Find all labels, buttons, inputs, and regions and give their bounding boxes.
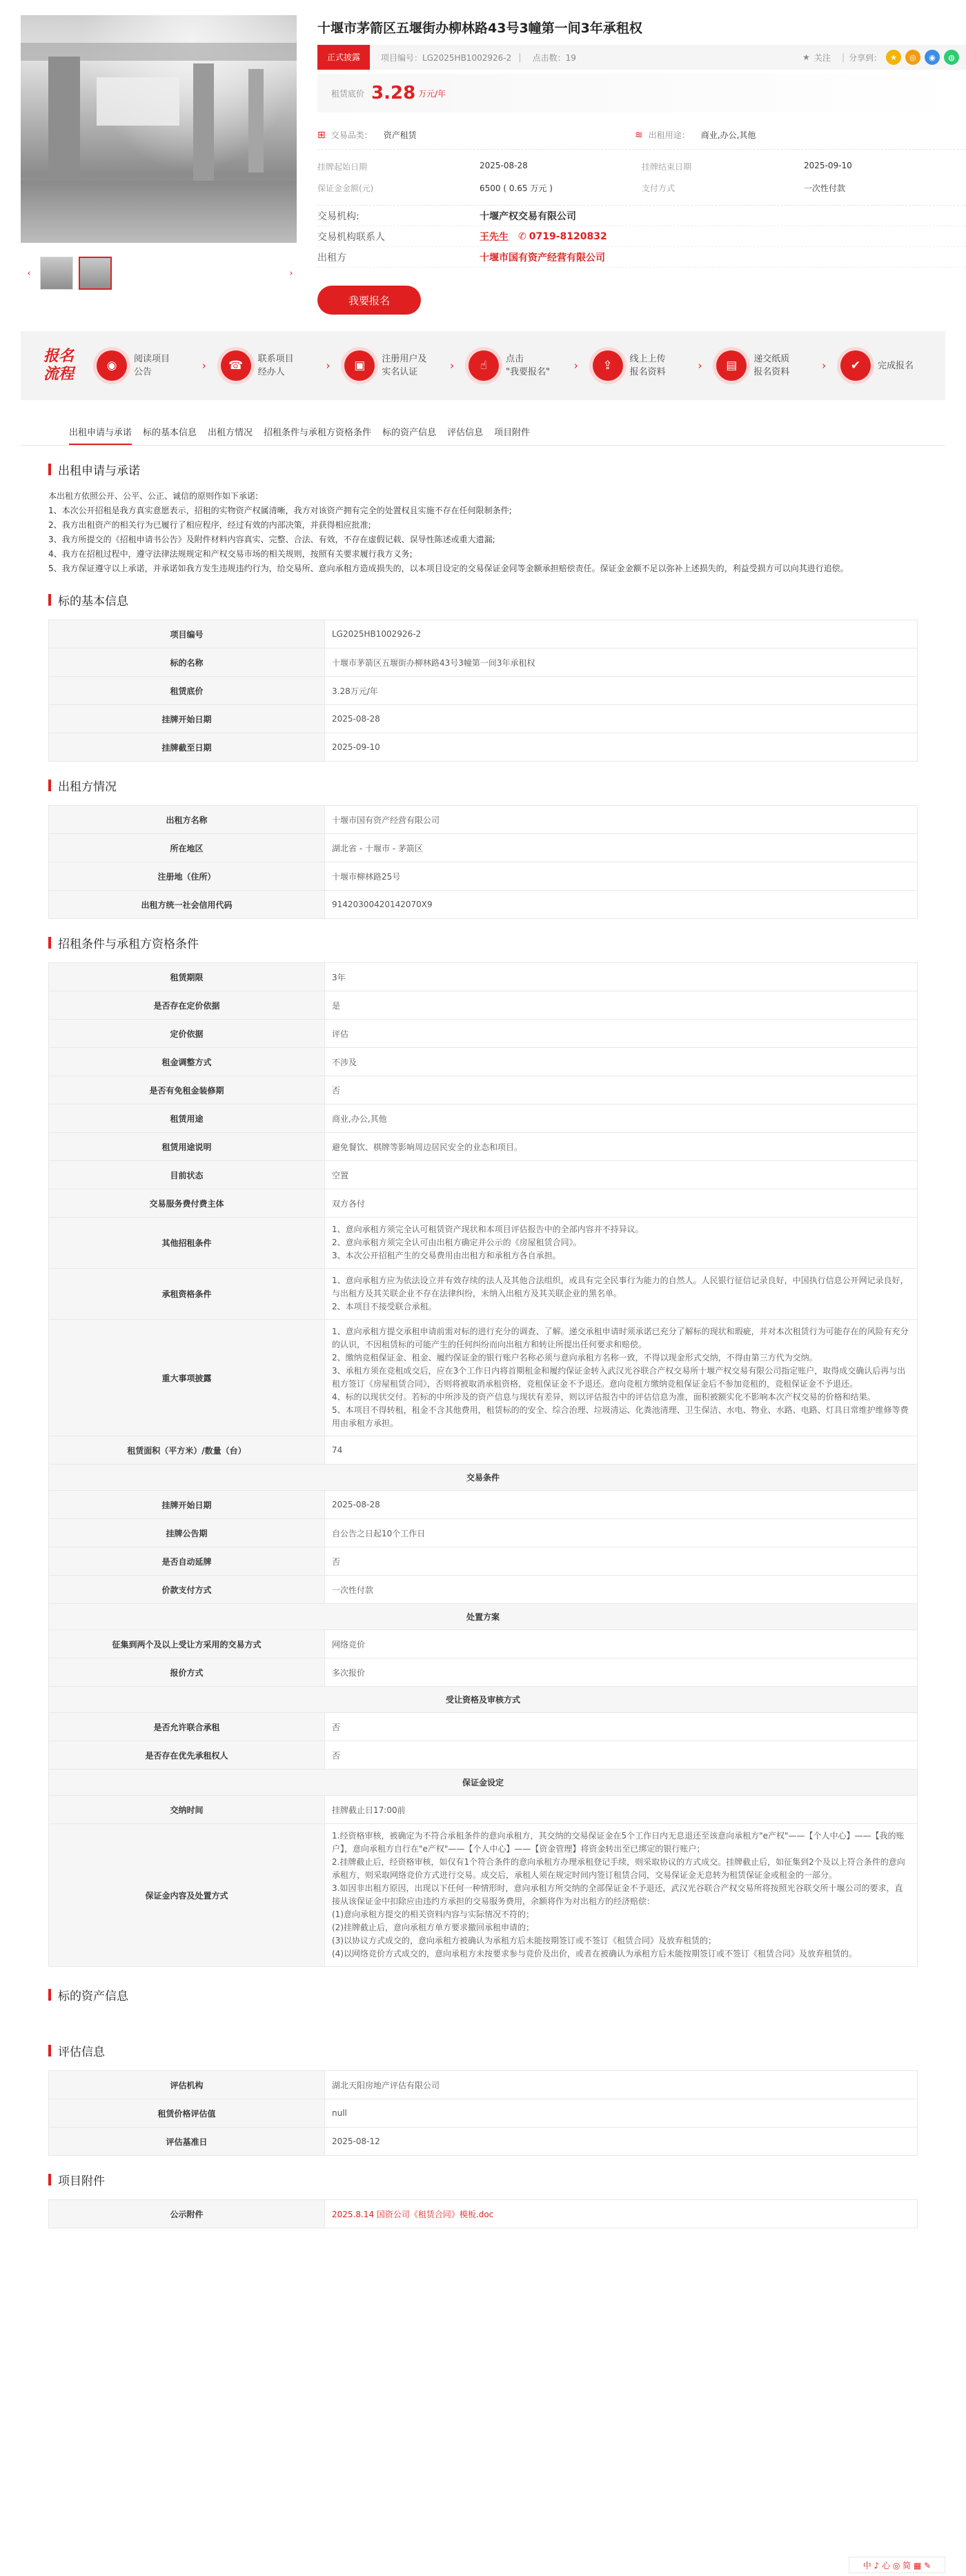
category-icon: ⊞ xyxy=(317,129,326,141)
promise-line: 1、本次公开招租是我方真实意愿表示，招租的实物资产权属清晰，我方对该资产拥有完全的处置权且实施不存在任何限制条件; xyxy=(48,506,512,515)
listing-detail xyxy=(297,15,966,315)
table-row xyxy=(49,963,918,991)
table-row xyxy=(49,891,918,919)
row-value: 否 xyxy=(325,1741,918,1770)
floating-toolbar[interactable]: 中 ♪ 心 ◎ 简 ▦ ✎ xyxy=(849,2557,945,2573)
contact-key: 交易机构联系人 xyxy=(317,231,385,243)
row-value: 否 xyxy=(325,1076,918,1104)
project-no xyxy=(381,52,511,63)
share-qq-icon[interactable]: ◉ xyxy=(925,50,940,65)
section-title xyxy=(48,461,918,478)
conditions-table xyxy=(48,962,918,1967)
process-step-line1: 联系项目 xyxy=(257,354,294,364)
row-value: 2025-08-28 xyxy=(325,1491,918,1519)
table-row xyxy=(49,733,918,762)
signup-button[interactable]: 我要报名 xyxy=(317,286,421,315)
row-value: 网络竞价 xyxy=(325,1630,918,1658)
price-row xyxy=(317,74,966,112)
process-step-line1: 阅读项目 xyxy=(134,354,170,364)
info-key: 保证金金额(元) xyxy=(317,184,374,193)
process-step-line2: 报名资料 xyxy=(753,367,790,377)
promise-text xyxy=(48,489,918,576)
row-value-line: 2.挂牌截止后，经资格审核，如仅有1个符合条件的意向承租方办理承租登记手续，则采取协议的方式成交。挂牌截止后，如征集到2个及以上符合条件的意向承租方，则采取网络竞价方式进行交易。成交后，承租人须在规定时间内签订租赁合同，交易保证金无息转为租赁保证金或租金的一部分。 xyxy=(332,1857,905,1880)
table-row xyxy=(49,1189,918,1218)
table-subheader-row xyxy=(49,1604,918,1630)
signup-process xyxy=(21,331,945,400)
row-value: 十堰市茅箭区五堰街办柳林路43号3幢第一间3年承租权 xyxy=(325,648,918,677)
process-step-line1: 递交纸质 xyxy=(753,354,790,364)
row-value xyxy=(325,1269,918,1320)
process-step-line1: 点击 xyxy=(505,354,524,364)
share-wechat-icon[interactable]: ◍ xyxy=(944,50,959,65)
row-value: 3.28万元/年 xyxy=(325,677,918,705)
project-no-label: 项目编号： xyxy=(381,52,423,63)
section-title xyxy=(48,777,918,794)
table-subheader: 保证金设定 xyxy=(49,1770,918,1796)
row-key: 挂牌截至日期 xyxy=(49,733,325,762)
section-title-text: 出租申请与承诺 xyxy=(58,464,140,478)
contact-phone[interactable] xyxy=(518,231,607,242)
chevron-right-icon: › xyxy=(201,359,206,372)
table-row xyxy=(49,1076,918,1104)
row-value: 多次报价 xyxy=(325,1658,918,1687)
tab-4[interactable]: 招租条件与承租方资格条件 xyxy=(264,428,372,438)
title-bar xyxy=(48,780,51,791)
row-value-line: (4)以网络竞价方式成交的，意向承租方未按要求参与竞价及出价，或者在被确认为承租方后未能按期签订或不签订《租赁合同》及放弃租赁的。 xyxy=(332,1949,858,1959)
row-value-line: 1.经资格审核，被确定为不符合承租条件的意向承租方，其交纳的交易保证金在5个工作日内无息退还至该意向承租方"e产权"——【个人中心】——【我的账户】，意向承租方自行在"e产权"——【个人中心】——【资金管理】将资金转出至已绑定的银行账户； xyxy=(332,1831,905,1854)
trade-type-value: 资产租赁 xyxy=(383,130,417,140)
row-value-line: (2)挂牌截止后，意向承租方单方要求撤回承租申请的； xyxy=(332,1923,535,1932)
process-step-label xyxy=(134,353,188,379)
table-row xyxy=(49,1133,918,1161)
section-basic xyxy=(21,591,945,762)
row-value-line: 3.如因非出租方原因，出现以下任何一种情形时，意向承租方所交纳的全部保证金不予退还，武汉光谷联合产权交易所将按照光谷联交所十堰公司的要求，直接从该保证金中扣除应由违约方承担的交易服务费用，余额将作为对出租方的经济赔偿： xyxy=(332,1883,903,1906)
table-row xyxy=(49,1658,918,1687)
process-step xyxy=(221,350,312,381)
row-key: 目前状态 xyxy=(49,1161,325,1189)
row-key: 出租方名称 xyxy=(49,806,325,834)
row-key: 交纳时间 xyxy=(49,1796,325,1824)
table-row xyxy=(49,1104,918,1133)
process-step xyxy=(344,350,435,381)
contact-row xyxy=(317,226,966,247)
phone-icon: ✆ xyxy=(518,230,526,242)
row-value: 2025-09-10 xyxy=(325,733,918,762)
table-row xyxy=(49,834,918,862)
table-subheader: 交易条件 xyxy=(49,1465,918,1491)
row-value-line: 1、意向承租方提交承租申请前需对标的进行充分的调查、了解。递交承租申请时须承诺已充分了解标的现状和瑕疵，并对本次租赁行为可能存在的风险有充分的认识，不因租赁标的可能产生的任何纠纷而向出租方和转让所提出任何要求和赔偿。 xyxy=(332,1327,909,1349)
row-value: 评估 xyxy=(325,1020,918,1048)
section-title-text: 评估信息 xyxy=(58,2045,105,2059)
table-row xyxy=(49,862,918,891)
table-row xyxy=(49,991,918,1020)
row-key: 注册地（住所） xyxy=(49,862,325,891)
actions-divider: | xyxy=(841,52,845,62)
contact-value: 十堰市国有资产经营有限公司 xyxy=(480,252,605,264)
row-key: 保证金内容及处置方式 xyxy=(49,1824,325,1967)
row-key: 交易服务费付费主体 xyxy=(49,1189,325,1218)
row-value: 否 xyxy=(325,1547,918,1576)
table-subheader-row xyxy=(49,1465,918,1491)
process-step-line2: 实名认证 xyxy=(382,367,418,377)
meta-actions xyxy=(802,50,959,65)
thumbnail-strip xyxy=(21,257,297,290)
chevron-right-icon: › xyxy=(698,359,702,372)
table-row xyxy=(49,2200,918,2228)
views-label: 点击数： xyxy=(532,52,566,63)
section-title xyxy=(48,2171,918,2188)
thumbnail-2[interactable] xyxy=(79,257,112,290)
photo-gallery xyxy=(21,15,297,315)
attachment-label: 公示附件 xyxy=(49,2200,325,2228)
row-value xyxy=(325,1320,918,1436)
main-photo[interactable] xyxy=(21,15,297,243)
eye-icon: ◉ xyxy=(97,350,127,381)
table-row xyxy=(49,2128,918,2156)
tags-row xyxy=(317,121,966,150)
attachments-table xyxy=(48,2199,918,2228)
row-key: 标的名称 xyxy=(49,648,325,677)
basic-info-table xyxy=(48,620,918,762)
tab-5[interactable]: 标的资产信息 xyxy=(382,428,437,438)
price-value: 3.28 xyxy=(371,83,416,103)
register-icon: ▣ xyxy=(344,350,375,381)
row-value-line: 2、本项目不接受联合承租。 xyxy=(332,1302,437,1311)
process-step xyxy=(469,350,560,381)
process-step-label xyxy=(506,353,560,379)
contact-block xyxy=(317,205,966,268)
row-key: 挂牌开始日期 xyxy=(49,705,325,733)
table-row xyxy=(49,1161,918,1189)
tab-3[interactable]: 出租方情况 xyxy=(208,428,253,438)
table-row xyxy=(49,2071,918,2099)
views xyxy=(533,52,576,63)
chevron-right-icon: › xyxy=(573,359,578,372)
row-value: 空置 xyxy=(325,1161,918,1189)
price-label: 租赁底价 xyxy=(331,88,365,99)
process-step xyxy=(593,350,684,381)
process-step xyxy=(840,350,931,381)
row-value: 否 xyxy=(325,1713,918,1741)
process-step-line1: 完成报名 xyxy=(877,360,914,371)
process-step-label xyxy=(878,359,931,373)
row-key: 租赁用途说明 xyxy=(49,1133,325,1161)
process-title-line1: 报名 xyxy=(43,348,74,365)
usage xyxy=(635,129,952,141)
row-key: 是否允许联合承租 xyxy=(49,1713,325,1741)
row-value: 2025-08-12 xyxy=(325,2128,918,2156)
table-row xyxy=(49,1320,918,1436)
section-tabs xyxy=(21,425,945,446)
title-bar xyxy=(48,937,51,949)
row-key: 租赁用途 xyxy=(49,1104,325,1133)
process-step-line2: 公告 xyxy=(134,367,152,377)
title-bar xyxy=(48,464,51,475)
usage-label: 出租用途： xyxy=(648,130,690,140)
row-value: 自公告之日起10个工作日 xyxy=(325,1519,918,1547)
click-icon: ☝ xyxy=(469,350,499,381)
row-value: 挂牌截止日17:00前 xyxy=(325,1796,918,1824)
row-key: 报价方式 xyxy=(49,1658,325,1687)
table-row xyxy=(49,1218,918,1269)
info-value: 6500 ( 0.65 万元 ) xyxy=(480,184,553,193)
row-key: 是否存在优先承租权人 xyxy=(49,1741,325,1770)
row-value: 十堰市国有资产经营有限公司 xyxy=(325,806,918,834)
table-subheader: 处置方案 xyxy=(49,1604,918,1630)
process-step-line2: "我要报名" xyxy=(505,367,550,377)
row-key: 重大事项披露 xyxy=(49,1320,325,1436)
attachment-cell xyxy=(325,2200,918,2228)
row-key: 评估机构 xyxy=(49,2071,325,2099)
table-row xyxy=(49,1547,918,1576)
meta-divider: | xyxy=(518,52,522,63)
row-value-line: 2、意向承租方须完全认可由出租方确定并公示的《房屋租赁合同》。 xyxy=(332,1238,582,1247)
row-key: 是否自动延牌 xyxy=(49,1547,325,1576)
row-value-line: 5、本项目不得转租，租金不含其他费用，租赁标的的安全、综合治理、垃圾清运、化粪池清理、卫生保洁、水电、物业、水路、电路、灯具日常维护维修等费用由承租方承担。 xyxy=(332,1405,909,1428)
section-title xyxy=(48,934,918,951)
section-title-text: 标的资产信息 xyxy=(58,1990,128,2003)
contact-value: 十堰产权交易有限公司 xyxy=(480,210,576,222)
row-value: 一次性付款 xyxy=(325,1576,918,1604)
row-value: 是 xyxy=(325,991,918,1020)
status-badge: 正式披露 xyxy=(317,45,370,70)
row-key: 征集到两个及以上受让方采用的交易方式 xyxy=(49,1630,325,1658)
done-icon: ✔ xyxy=(840,350,871,381)
table-row xyxy=(49,1048,918,1076)
process-step-line1: 注册用户及 xyxy=(382,354,427,364)
tab-1[interactable]: 出租申请与承诺 xyxy=(69,425,132,445)
prev-arrow-icon[interactable]: ‹ xyxy=(27,268,31,279)
row-value: LG2025HB1002926-2 xyxy=(325,620,918,648)
row-value: 91420300420142070X9 xyxy=(325,891,918,919)
row-key: 承租资格条件 xyxy=(49,1269,325,1320)
row-key: 项目编号 xyxy=(49,620,325,648)
process-steps xyxy=(97,350,945,381)
share-label: 分享到： xyxy=(848,52,882,63)
info-value: 2025-08-28 xyxy=(480,161,528,170)
row-key: 租赁期限 xyxy=(49,963,325,991)
section-title-text: 标的基本信息 xyxy=(58,595,128,608)
row-key: 其他招租条件 xyxy=(49,1218,325,1269)
chevron-right-icon: › xyxy=(822,359,827,372)
evaluation-table xyxy=(48,2070,918,2156)
row-value: 湖北天阳房地产评估有限公司 xyxy=(325,2071,918,2099)
table-row xyxy=(49,1576,918,1604)
row-key: 评估基准日 xyxy=(49,2128,325,2156)
table-row xyxy=(49,806,918,834)
table-row xyxy=(49,677,918,705)
row-value: 2025-08-28 xyxy=(325,705,918,733)
contact-row xyxy=(317,206,966,226)
row-value: 3年 xyxy=(325,963,918,991)
paper-icon: ▤ xyxy=(716,350,747,381)
title-bar xyxy=(48,594,51,606)
chevron-right-icon: › xyxy=(450,359,455,372)
next-arrow-icon[interactable]: › xyxy=(289,268,293,279)
row-value: 避免餐饮、棋牌等影响周边居民安全的业态和项目。 xyxy=(325,1133,918,1161)
section-promise xyxy=(21,461,945,576)
row-value xyxy=(325,1824,918,1967)
contact-row xyxy=(317,247,966,268)
table-row xyxy=(49,1269,918,1320)
layers-icon: ≋ xyxy=(635,129,643,141)
row-key: 租赁价格评估值 xyxy=(49,2099,325,2128)
row-value-line: 2、缴纳竞租保证金、租金、履约保证金的银行账户名称必须与意向承租方名称一致，不得以现金形式交纳，不得由第三方代为交纳。 xyxy=(332,1353,818,1363)
promise-line: 5、我方保证遵守以上承诺，并承诺如我方发生违规违约行为，给交易所、意向承租方造成损失的，以本项目设定的交易保证金同等金额承担赔偿责任。保证金金额不足以弥补上述损失的，利益受损方可以向其进行追偿。 xyxy=(48,564,849,573)
row-value xyxy=(325,1218,918,1269)
row-key: 租金调整方式 xyxy=(49,1048,325,1076)
row-key: 是否有免租金装修期 xyxy=(49,1076,325,1104)
process-step xyxy=(716,350,807,381)
table-row xyxy=(49,1741,918,1770)
promise-line: 4、我方在招租过程中，遵守法律法规规定和产权交易市场的相关规则，按照有关要求履行我方义务; xyxy=(48,549,413,559)
process-step-label xyxy=(382,353,435,379)
section-title-text: 招租条件与承租方资格条件 xyxy=(58,938,199,951)
table-row xyxy=(49,648,918,677)
project-no-value: LG2025HB1002926-2 xyxy=(422,52,512,63)
contact-phone-number: 0719-8120832 xyxy=(529,230,607,242)
price-unit: 万元/年 xyxy=(418,88,446,99)
table-row xyxy=(49,1796,918,1824)
tab-6[interactable]: 评估信息 xyxy=(447,428,484,438)
row-key: 租赁面积（平方米）/数量（台） xyxy=(49,1436,325,1465)
section-lessor xyxy=(21,777,945,919)
section-asset xyxy=(21,1986,945,2003)
thumbnail-1[interactable] xyxy=(40,257,73,290)
process-step xyxy=(97,350,188,381)
row-value: null xyxy=(325,2099,918,2128)
table-row xyxy=(49,2099,918,2128)
row-value-line: 3、承租方须在竞租成交后，应在3个工作日内将首期租金和履约保证金转入武汉光谷联合产权交易所十堰产权交易有限公司指定账户，取得成交确认后再与出租方签订《房屋租赁合同》，否则将被取消承租资格，竞租保证金不予退还。意向竞租方缴纳竞租保证金后不参加竞租的，竞租保证金不予退还。 xyxy=(332,1366,906,1389)
info-grid xyxy=(317,161,966,194)
table-row xyxy=(49,1630,918,1658)
table-row xyxy=(49,620,918,648)
chevron-right-icon: › xyxy=(326,359,331,372)
share-weibo-icon[interactable]: ◎ xyxy=(905,50,920,65)
table-row xyxy=(49,1436,918,1465)
process-step-label xyxy=(630,353,684,379)
table-row xyxy=(49,1713,918,1741)
table-subheader: 受让资格及审核方式 xyxy=(49,1687,918,1713)
promise-line: 2、我方出租资产的相关行为已履行了相应程序，经过有效的内部决策，并获得相应批准; xyxy=(48,520,371,530)
promise-line: 本出租方依照公开、公平、公正、诚信的原则作如下承诺: xyxy=(48,491,259,501)
contact-person: 王先生 xyxy=(480,231,509,243)
share-qzone-icon[interactable]: ★ xyxy=(886,50,901,65)
table-row xyxy=(49,1824,918,1967)
row-value: 商业,办公,其他 xyxy=(325,1104,918,1133)
row-value-line: (3)以协议方式成交的，意向承租方被确认为承租方后未能按期签订或不签订《租赁合同》及放弃租赁的； xyxy=(332,1936,717,1945)
row-key: 价款支付方式 xyxy=(49,1576,325,1604)
row-value: 74 xyxy=(325,1436,918,1465)
section-title xyxy=(48,2042,918,2059)
info-value: 一次性付款 xyxy=(804,184,846,193)
contact-key: 交易机构: xyxy=(317,210,359,222)
lessor-table xyxy=(48,805,918,919)
process-step-line1: 线上上传 xyxy=(629,354,666,364)
row-value-line: 1、意向承租方须完全认可租赁资产现状和本项目评估报告中的全部内容并不持异议。 xyxy=(332,1225,644,1234)
table-row xyxy=(49,1020,918,1048)
row-value: 湖北省 - 十堰市 - 茅箭区 xyxy=(325,834,918,862)
tab-2[interactable]: 标的基本信息 xyxy=(143,428,197,438)
attachment-link[interactable]: 2025.8.14 国资公司《租赁合同》模板.doc xyxy=(332,2209,494,2219)
row-key: 所在地区 xyxy=(49,834,325,862)
row-key: 挂牌开始日期 xyxy=(49,1491,325,1519)
table-subheader-row xyxy=(49,1687,918,1713)
row-value-line: 1、意向承租方应为依法设立并有效存续的法人及其他合法组织，或具有完全民事行为能力的自然人。人民银行征信记录良好，中国执行信息公开网记录良好，与出租方及其关联企业不存在法律纠纷，未纳入出租方及其关联企业的黑名单。 xyxy=(332,1276,909,1298)
process-step-line2: 报名资料 xyxy=(629,367,666,377)
star-icon[interactable]: ★ xyxy=(802,52,810,62)
content-wrap xyxy=(21,0,955,2228)
row-key: 定价依据 xyxy=(49,1020,325,1048)
trade-type-label: 交易品类： xyxy=(331,130,373,140)
title-bar xyxy=(48,2174,51,2186)
section-title-text: 项目附件 xyxy=(58,2174,105,2188)
info-key: 支付方式 xyxy=(642,184,676,193)
table-row xyxy=(49,1519,918,1547)
table-row xyxy=(49,1491,918,1519)
trade-type xyxy=(317,129,635,141)
row-value: 十堰市柳林路25号 xyxy=(325,862,918,891)
section-title xyxy=(48,591,918,608)
listing-title: 十堰市茅箭区五堰街办柳林路43号3幢第一间3年承租权 xyxy=(317,21,642,36)
info-key: 挂牌起始日期 xyxy=(317,162,368,172)
tab-7[interactable]: 项目附件 xyxy=(494,428,531,438)
title-bar xyxy=(48,1989,51,2001)
section-title-text: 出租方情况 xyxy=(58,780,117,794)
section-conditions xyxy=(21,934,945,1967)
process-step-label xyxy=(258,353,312,379)
row-value-line: 4、标的以现状交付。若标的中所涉及的资产信息与现状有差异，则以评估报告中的评估信息为准，面积被额实化不影响本次产权交易的价格和结果。 xyxy=(332,1392,876,1402)
table-row xyxy=(49,705,918,733)
process-step-line2: 经办人 xyxy=(257,367,285,377)
table-subheader-row xyxy=(49,1770,918,1796)
meta-row xyxy=(317,45,966,70)
row-key: 租赁底价 xyxy=(49,677,325,705)
promise-line: 3、我方所提交的《招租申请书公告》及附件材料内容真实、完整、合法、有效，不存在虚假记载、误导性陈述或重大遗漏; xyxy=(48,535,495,544)
row-key: 是否存在定价依据 xyxy=(49,991,325,1020)
listing-top xyxy=(21,0,955,315)
row-value: 双方各付 xyxy=(325,1189,918,1218)
process-title xyxy=(21,348,97,384)
info-value: 2025-09-10 xyxy=(804,161,852,170)
process-title-line2: 流程 xyxy=(43,366,74,383)
section-title xyxy=(48,1986,918,2003)
section-attachments xyxy=(21,2171,945,2228)
row-key: 出租方统一社会信用代码 xyxy=(49,891,325,919)
upload-icon: ⇪ xyxy=(593,350,623,381)
follow-link[interactable]: 关注 xyxy=(814,52,831,63)
title-bar xyxy=(48,2045,51,2057)
contact-icon: ☎ xyxy=(221,350,251,381)
process-step-label xyxy=(753,353,807,379)
info-key: 挂牌结束日期 xyxy=(642,162,692,172)
row-value-line: 3、本次公开招租产生的交易费用由出租方和承租方各自承担。 xyxy=(332,1251,561,1260)
contact-key: 出租方 xyxy=(317,252,346,264)
row-key: 挂牌公告期 xyxy=(49,1519,325,1547)
row-value: 不涉及 xyxy=(325,1048,918,1076)
row-value-line: (1)意向承租方提交的相关资料内容与实际情况不符的； xyxy=(332,1910,535,1919)
usage-value: 商业,办公,其他 xyxy=(700,130,756,140)
section-evaluation xyxy=(21,2042,945,2156)
views-value: 19 xyxy=(565,52,576,63)
